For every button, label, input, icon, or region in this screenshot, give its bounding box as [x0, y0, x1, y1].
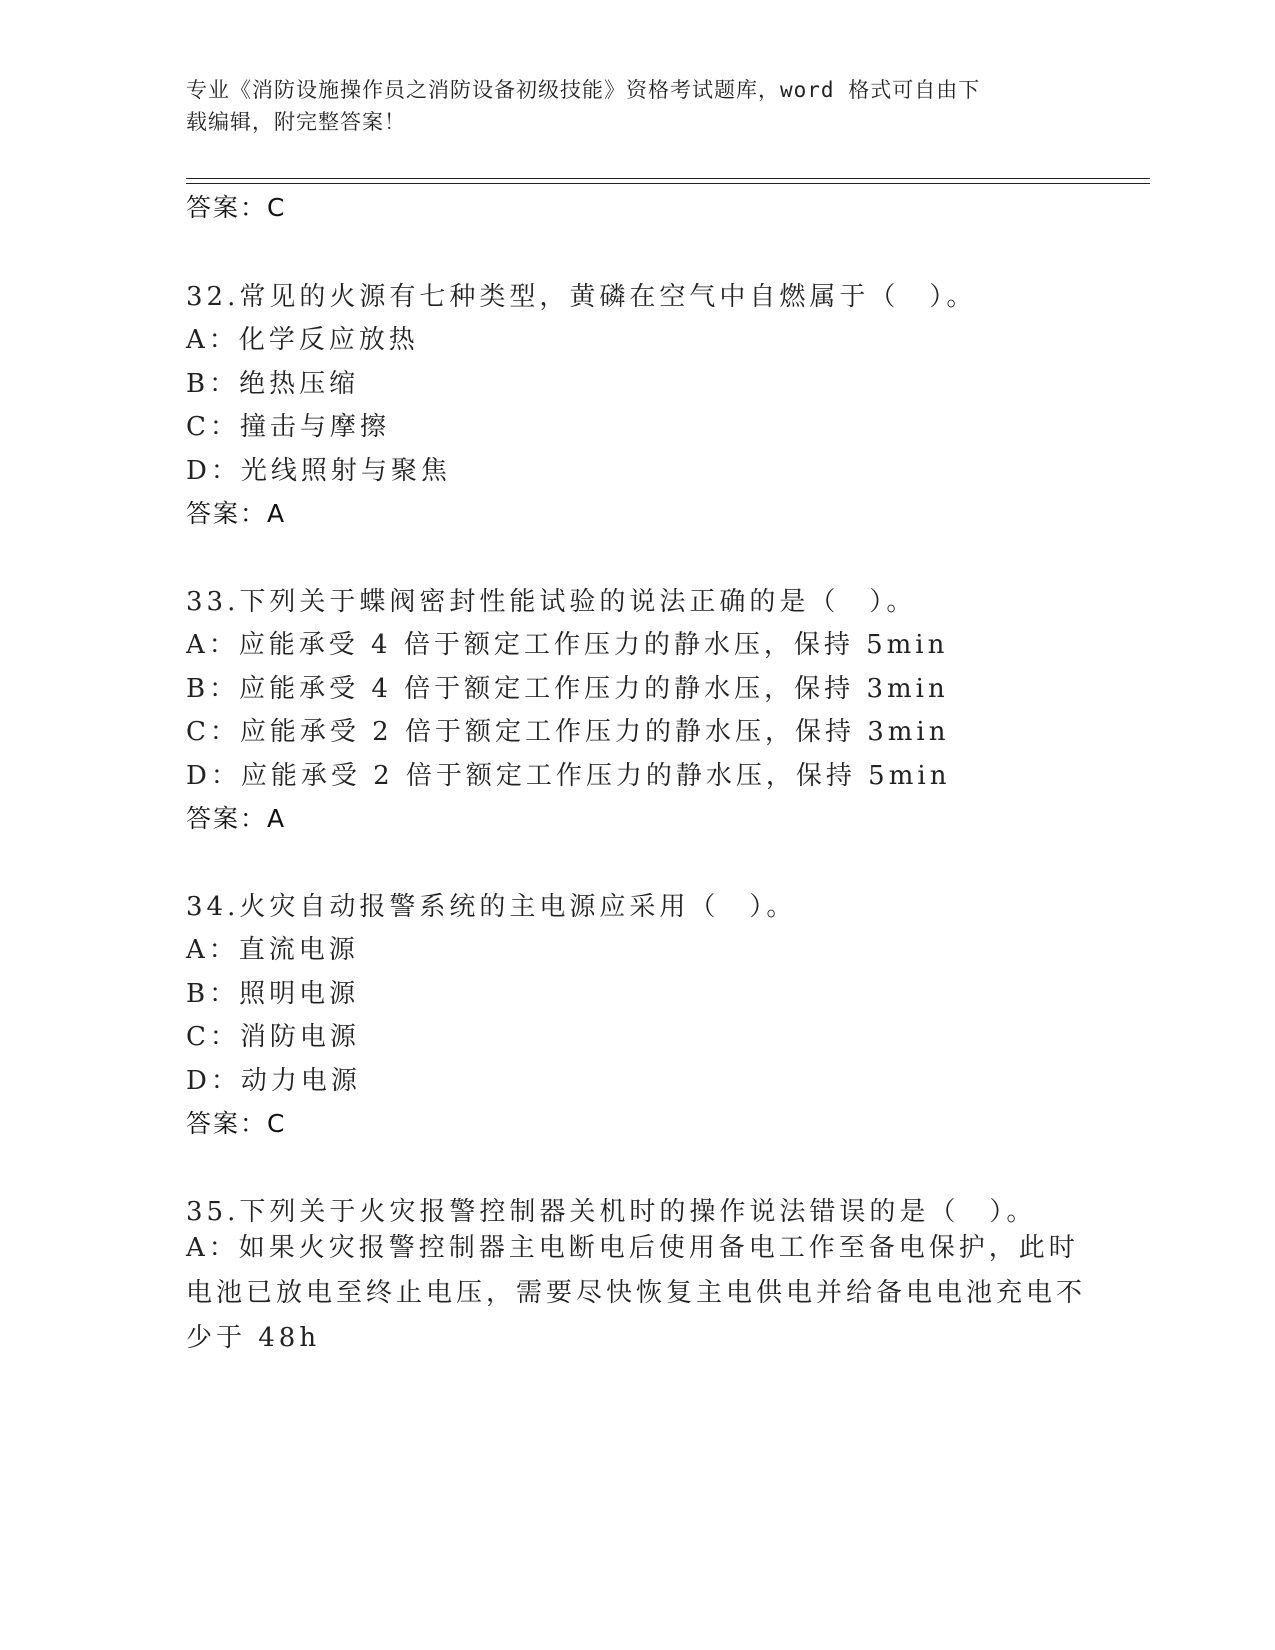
question-stem: 33.下列关于蝶阀密封性能试验的说法正确的是（ ）。: [186, 587, 917, 617]
question-option: B：应能承受 4 倍于额定工作压力的静水压，保持 3min: [186, 674, 949, 704]
header-divider-bottom: [186, 183, 1150, 184]
question-option: A：化学反应放热: [186, 325, 419, 355]
header-line-2: 载编辑，附完整答案！: [186, 110, 406, 134]
question-option: B：照明电源: [186, 979, 360, 1009]
question-option: D：应能承受 2 倍于额定工作压力的静水压，保持 5min: [186, 761, 951, 791]
question-option: D：光线照射与聚焦: [186, 456, 451, 486]
question-option: D：动力电源: [186, 1066, 361, 1096]
question-answer: 答案：A: [186, 499, 287, 528]
question-option: A：直流电源: [186, 935, 359, 965]
question-stem: 34.火灾自动报警系统的主电源应采用（ ）。: [186, 892, 797, 922]
previous-answer: 答案：C: [186, 193, 287, 222]
question-option: C：应能承受 2 倍于额定工作压力的静水压，保持 3min: [186, 717, 950, 747]
question-option: C：撞击与摩擦: [186, 412, 390, 442]
question-answer: 答案：A: [186, 804, 287, 833]
question-option: C：消防电源: [186, 1022, 360, 1052]
question-option: B：绝热压缩: [186, 369, 360, 399]
question-stem: 35.下列关于火灾报警控制器关机时的操作说法错误的是（ ）。: [186, 1197, 1037, 1227]
header-line-1: 专业《消防设施操作员之消防设备初级技能》资格考试题库，word 格式可自由下: [186, 78, 981, 102]
header-divider-top: [186, 178, 1150, 179]
question-option: A：应能承受 4 倍于额定工作压力的静水压，保持 5min: [186, 630, 949, 660]
document-header: [186, 74, 1066, 138]
question-option: A：如果火灾报警控制器主电断电后使用备电工作至备电保护，此时电池已放电至终止电压，需要尽快恢复主电供电并给备电电池充电不少于 48h: [186, 1233, 1087, 1353]
question-answer: 答案：C: [186, 1109, 287, 1138]
question-stem: 32.常见的火源有七种类型，黄磷在空气中自燃属于（ ）。: [186, 282, 977, 312]
